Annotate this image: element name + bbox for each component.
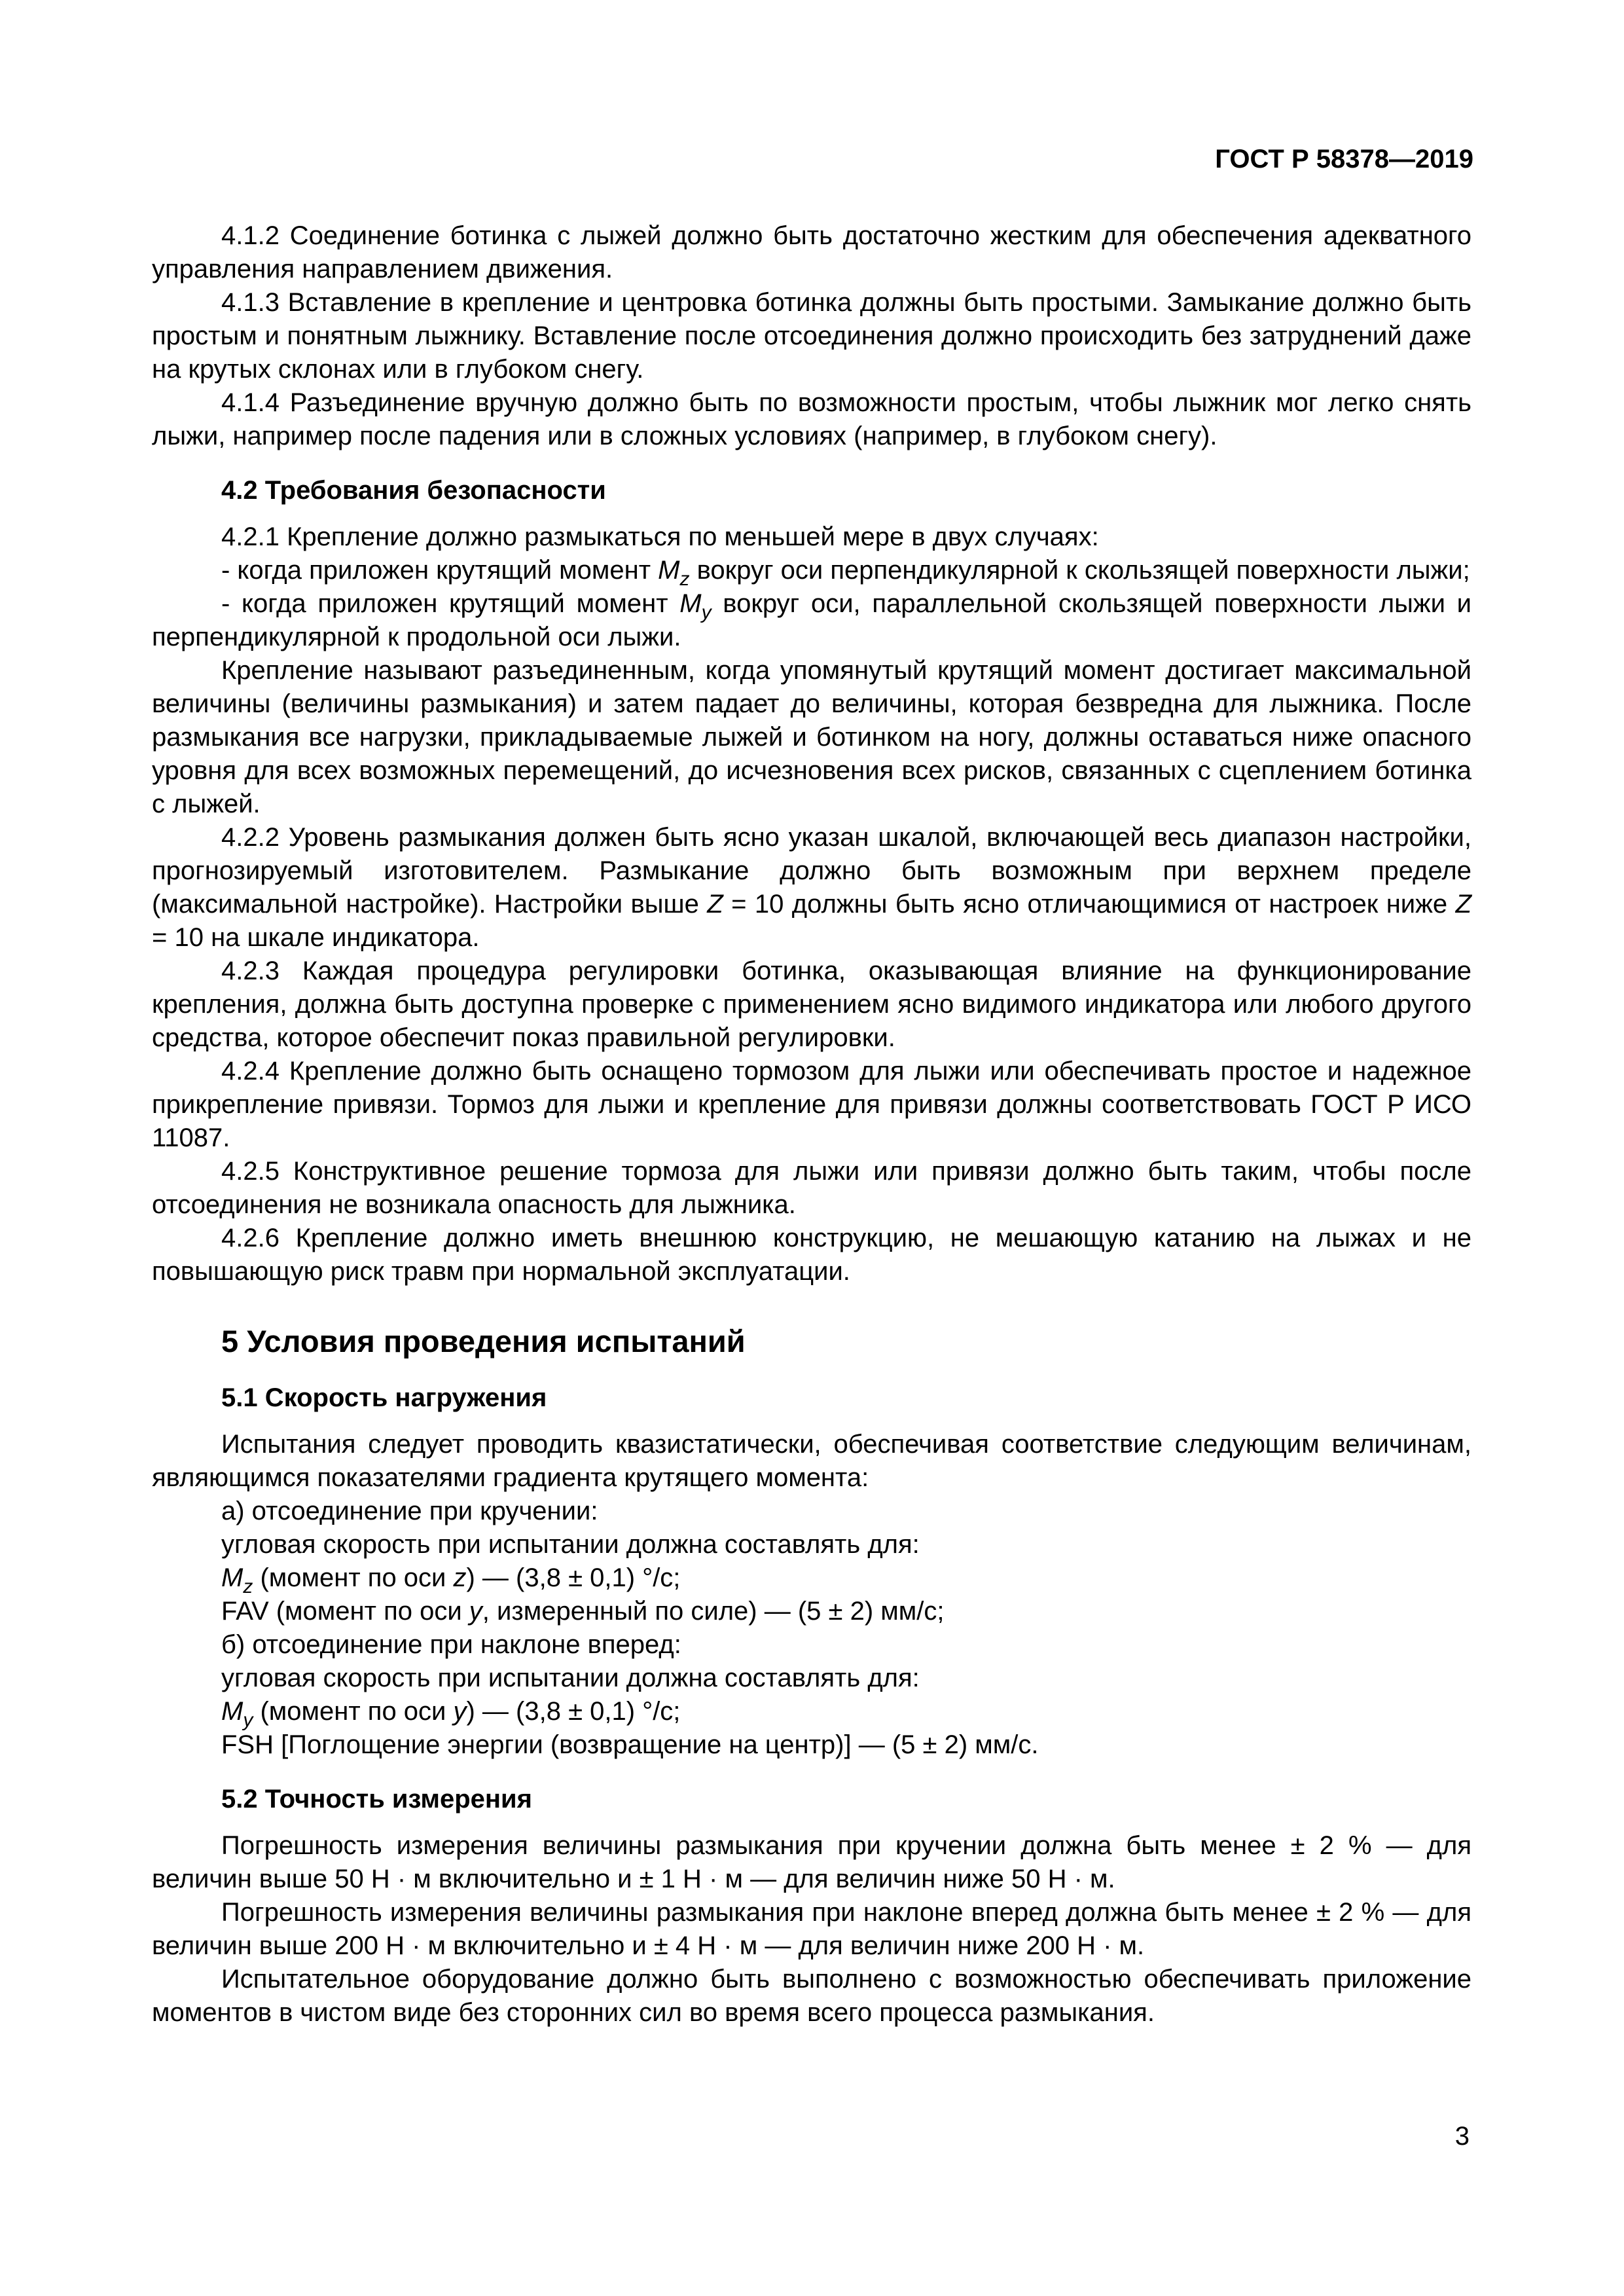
clause-4-2-1: 4.2.1 Крепление должно размыкаться по меньшей мере в двух случаях: xyxy=(221,522,1099,551)
clause-4-2-6: 4.2.6 Крепление должно иметь внешнюю конструкцию, не мешающую катанию на лыжах и не повышающую риск травм при нормальной эксплуатации. xyxy=(152,1224,1471,1286)
item-a-angular-speed: угловая скорость при испытании должна составлять для: xyxy=(221,1530,920,1559)
item-a-twist-release: а) отсоединение при кручении: xyxy=(221,1497,598,1525)
clause-4-1-2: 4.1.2 Соединение ботинка с лыжей должно быть достаточно жестким для обеспечения адекватного управления направлением движения. xyxy=(152,221,1471,283)
item-b-angular-speed: угловая скорость при испытании должна составлять для: xyxy=(221,1664,920,1692)
accuracy-forward-lean: Погрешность измерения величины размыкания при наклоне вперед должна быть менее ± 2 % — для величин выше 200 Н · м включительно и ± 4 Н · м — для величин ниже 200 Н · м. xyxy=(152,1898,1471,1960)
bullet-mz: - когда приложен крутящий момент $M_z$ вокруг оси перпендикулярной к скользящей поверхности лыжи; xyxy=(221,556,1470,590)
bullet-my: - когда приложен крутящий момент $M_y$ вокруг оси, параллельной скользящей поверхности лыжи и перпендикулярной к продольной оси лыжи. xyxy=(152,589,1471,651)
clause-4-2-4: 4.2.4 Крепление должно быть оснащено тормозом для лыжи или обеспечивать простое и надежное прикрепление привязи. Тормоз для лыжи и крепление для привязи должны соответствовать ГОСТ Р ИСО 11087. xyxy=(152,1057,1471,1152)
fav-rate: FAV (момент по оси у, измеренный по силе) — (5 ± 2) мм/с; xyxy=(221,1597,945,1626)
page-content xyxy=(152,219,1471,2030)
accuracy-twist: Погрешность измерения величины размыкания при кручении должна быть менее ± 2 % — для величин выше 50 Н · м включительно и ± 1 Н · м — для величин ниже 50 Н · м. xyxy=(152,1831,1471,1893)
fsh-rate: FSH [Поглощение энергии (возвращение на центр)] — (5 ± 2) мм/с. xyxy=(221,1730,1039,1759)
page-number: 3 xyxy=(1454,2122,1470,2151)
section-5-2-heading: 5.2 Точность измерения xyxy=(221,1785,532,1813)
clause-4-1-4: 4.1.4 Разъединение вручную должно быть по возможности простым, чтобы лыжник мог легко снять лыжи, например после падения или в сложных условиях (например, в глубоком снегу). xyxy=(152,388,1471,450)
test-equipment: Испытательное оборудование должно быть выполнено с возможностью обеспечивать приложение моментов в чистом виде без сторонних сил во время всего процесса размыкания. xyxy=(152,1965,1471,2027)
release-definition: Крепление называют разъединенным, когда упомянутый крутящий момент достигает максимальной величины (величины размыкания) и затем падает до величины, которая безвредна для лыжника. После размыкания все нагрузки, прикладываемые лыжей и ботинком на ногу, должны оставаться ниже опасного уровня для всех возможных перемещений, до исчезновения всех рисков, связанных с сцеплением ботинка с лыжей. xyxy=(152,656,1471,818)
clause-4-1-3: 4.1.3 Вставление в крепление и центровка ботинка должны быть простыми. Замыкание должно быть простым и понятным лыжнику. Вставление после отсоединения должно происходить без затруднений даже на крутых склонах или в глубоком снегу. xyxy=(152,288,1471,384)
loading-rate-intro: Испытания следует проводить квазистатически, обеспечивая соответствие следующим величинам, являющимся показателями градиента крутящего момента: xyxy=(152,1430,1471,1492)
clause-4-2-2: 4.2.2 Уровень размыкания должен быть ясно указан шкалой, включающей весь диапазон настройки, прогнозируемый изготовителем. Размыкание должно быть возможным при верхнем пределе (максимальной настройке). Настройки выше Z = 10 должны быть ясно отличающимися от настроек ниже Z = 10 на шкале индикатора. xyxy=(152,823,1471,952)
item-b-forward-lean-release: б) отсоединение при наклоне вперед: xyxy=(221,1630,681,1659)
mz-rate: $M_z$ (момент по оси z) — (3,8 ± 0,1) °/с; xyxy=(221,1563,681,1597)
clause-4-2-3: 4.2.3 Каждая процедура регулировки ботинка, оказывающая влияние на функционирование крепления, должна быть доступна проверке с применением ясно видимого индикатора или любого другого средства, которое обеспечит показ правильной регулировки. xyxy=(152,957,1471,1052)
section-5-heading: 5 Условия проведения испытаний xyxy=(221,1324,746,1358)
clause-4-2-5: 4.2.5 Конструктивное решение тормоза для лыжи или привязи должно быть таким, чтобы после отсоединения не возникала опасность для лыжника. xyxy=(152,1157,1471,1219)
section-4-2-heading: 4.2 Требования безопасности xyxy=(221,476,606,505)
document-code-header: ГОСТ Р 58378—2019 xyxy=(1215,145,1473,173)
section-5-1-heading: 5.1 Скорость нагружения xyxy=(221,1383,547,1412)
my-rate: $M_y$ (момент по оси у) — (3,8 ± 0,1) °/с; xyxy=(221,1697,681,1731)
